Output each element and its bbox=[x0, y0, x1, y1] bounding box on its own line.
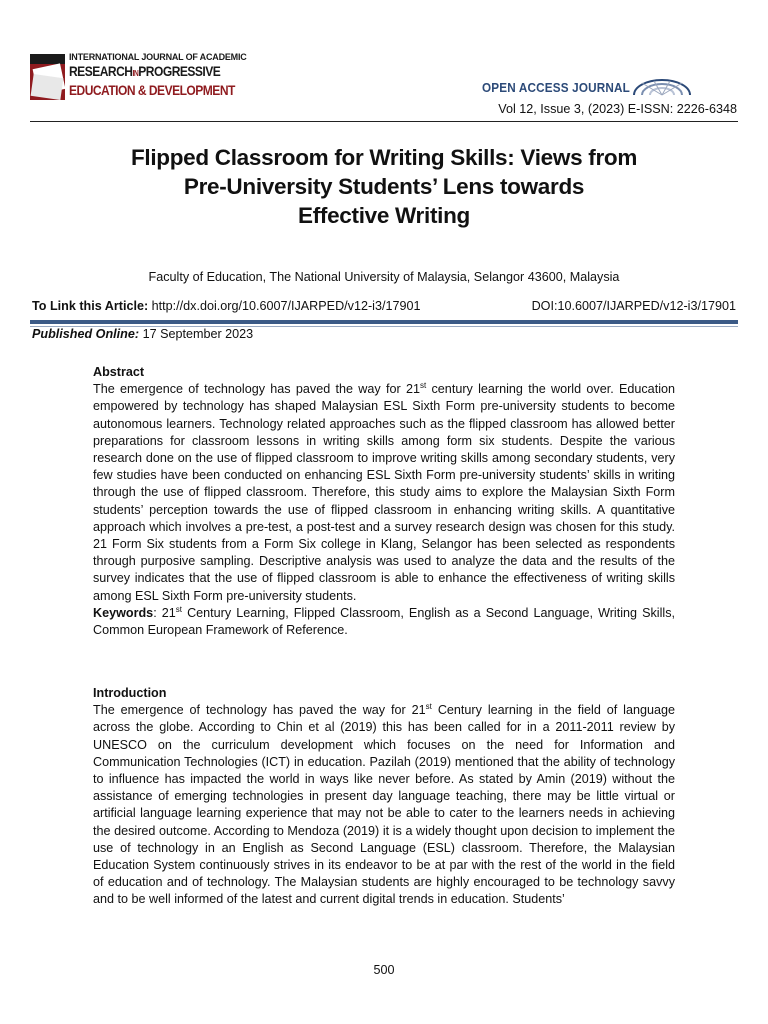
published-date: 17 September 2023 bbox=[142, 327, 254, 341]
volume-issue: Vol 12, Issue 3, (2023) E-ISSN: 2226-6348 bbox=[498, 102, 737, 116]
journal-logo bbox=[30, 52, 247, 102]
introduction-heading: Introduction bbox=[93, 686, 167, 700]
article-link-line bbox=[32, 299, 736, 313]
logo-line-3: EDUCATION & DEVELOPMENT bbox=[69, 82, 235, 98]
doi-link[interactable]: DOI:10.6007/IJARPED/v12-i3/17901 bbox=[531, 299, 736, 313]
abstract-text: The emergence of technology has paved the way for 21st century learning the world over. Education empowered by technology has shaped Malaysian ESL Sixth Form pre-university students to become autonomous learners. Technology related approaches such as the flipped classroom has allowed better preparations for classroom lessons in writing skills among form six students. Despite the various research done on the use of flipped classroom to improve writing skills among secondary students, very few studies have been conducted on enhancing ESL Sixth Form pre-university students’ skills in writing through the use of flipped classroom. Therefore, this study aims to explore the Malaysian Sixth Form students’ perception towards the use of flipped classroom in enhancing writing skills. A quantitative approach which involves a pre-test, a post-test and a survey research design was chosen for this study. 21 Form Six students from a Form Six college in Klang, Selangor has been selected as respondents through purposive sampling. Descriptive analysis was used to analyze the data and the results of the survey indicates that the use of flipped classroom is able to enhance the effectiveness of writing skills among ESL Sixth Form pre-university students. bbox=[93, 381, 675, 603]
keywords-label: Keywords bbox=[93, 605, 154, 620]
article-title: Flipped Classroom for Writing Skills: Views from Pre-University Students’ Lens towards Effective Writing bbox=[130, 145, 638, 228]
open-access-label: OPEN ACCESS JOURNAL bbox=[482, 80, 630, 95]
published-online bbox=[32, 327, 253, 341]
logo-wordmark bbox=[69, 52, 247, 99]
published-label: Published Online: bbox=[32, 327, 140, 341]
link-label: To Link this Article: bbox=[32, 299, 149, 313]
abstract-section bbox=[93, 364, 675, 639]
introduction-text: The emergence of technology has paved the way for 21st Century learning in the field of language across the globe. According to Chin et al (2019) this has been called for in a 2011-2011 review by UNESCO on the curriculum development which focuses on the need for Information and Communication Technologies (ICT) in education. Pazilah (2019) mentioned that the ability of technology to influence has impacted the world in ways like never before. As stated by Amin (2019) without the assistance of emerging technologies in present day language teaching, there may be little virtual or artificial language learning experience that may not be able to cater to the learners needs in achieving the desired outcome. According to Mendoza (2019) it is a widely thought upon decision to implement the use of technology in an English as Second Language (ESL) classroom. Therefore, the Malaysian Education System continuously strives in its endeavor to be at par with the rest of the world in the field of education and of technology. The Malaysian students are highly encouraged to be technology savvy and to be well informed of the latest and current digital trends in education. Students’ bbox=[93, 702, 675, 907]
doi-divider bbox=[30, 320, 738, 324]
logo-emblem bbox=[30, 54, 65, 100]
page-number: 500 bbox=[373, 963, 395, 977]
author-affiliation: Faculty of Education, The National University of Malaysia, Selangor 43600, Malaysia bbox=[148, 270, 620, 284]
keywords: Keywords: 21st Century Learning, Flipped Classroom, English as a Second Language, Writing Skills, Common European Framework of Reference. bbox=[93, 604, 675, 638]
abstract-heading: Abstract bbox=[93, 365, 145, 379]
logo-line-2: RESEARCHINPROGRESSIVE bbox=[69, 63, 221, 79]
introduction-section bbox=[93, 685, 675, 909]
article-url-link[interactable]: http://dx.doi.org/10.6007/IJARPED/v12-i3/17901 bbox=[151, 299, 421, 313]
logo-line-1: INTERNATIONAL JOURNAL OF ACADEMIC bbox=[69, 52, 247, 62]
header-divider bbox=[30, 121, 738, 122]
open-access-icon bbox=[632, 78, 692, 96]
